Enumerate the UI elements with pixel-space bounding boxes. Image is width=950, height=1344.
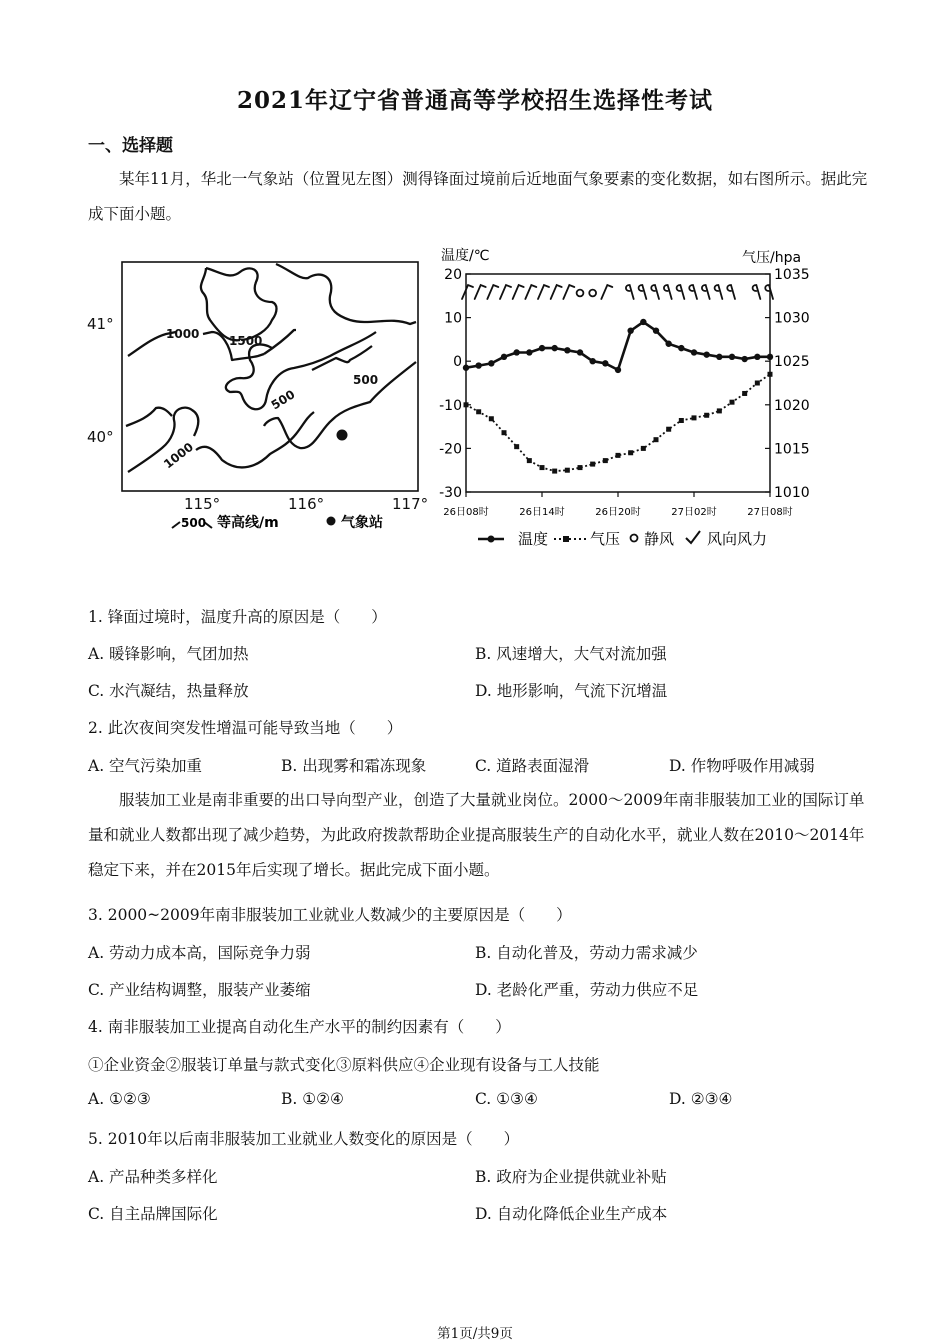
pressure-point <box>552 469 557 474</box>
q5-option-b[interactable]: B. 政府为企业提供就业补贴 <box>475 1168 667 1186</box>
left-tick-label: -30 <box>439 485 462 501</box>
x-tick-label: 26日14时 <box>519 507 565 518</box>
left-tick-label: 0 <box>453 354 462 371</box>
wind-barb-symbol <box>462 285 473 299</box>
pressure-point <box>692 415 697 420</box>
temperature-point <box>665 341 671 347</box>
left-tick-label: -10 <box>439 397 462 414</box>
topographic-map <box>80 250 430 540</box>
q1-option-a[interactable]: A. 暖锋影响，气团加热 <box>88 645 249 663</box>
q1-option-d[interactable]: D. 地形影响，气流下沉增温 <box>475 682 668 700</box>
q2-option-c[interactable]: C. 道路表面湿滑 <box>475 757 590 775</box>
legend-wind-symbol <box>686 531 700 543</box>
wind-barb-symbol <box>727 285 735 299</box>
q3-option-c[interactable]: C. 产业结构调整，服装产业萎缩 <box>88 981 311 999</box>
legend-station-text: 气象站 <box>341 515 383 531</box>
q1-option-c[interactable]: C. 水汽凝结，热量释放 <box>88 682 249 700</box>
x-axis-ticks <box>443 492 792 518</box>
x-tick-label: 26日08时 <box>443 507 489 518</box>
legend-calm-label: 静风 <box>644 530 675 548</box>
lon-label-115: 115° <box>184 495 221 513</box>
temperature-point <box>602 360 608 366</box>
wind-symbol-row <box>462 285 773 299</box>
right-tick-label: 1030 <box>774 310 810 327</box>
q4-stem: 4. 南非服装加工业提高自动化生产水平的制约因素有（ ） <box>88 1018 511 1036</box>
contour-label-500-east: 500 <box>353 373 379 387</box>
legend-pressure-marker <box>563 536 569 542</box>
wind-barb-symbol <box>487 285 498 299</box>
temperature-point <box>513 349 519 355</box>
temperature-point <box>564 347 570 353</box>
chart-legend <box>478 530 767 548</box>
pressure-point <box>489 416 494 421</box>
pressure-point <box>616 453 621 458</box>
pressure-point <box>628 450 633 455</box>
right-tick-label: 1020 <box>774 397 810 414</box>
q2-option-d[interactable]: D. 作物呼吸作用减弱 <box>669 757 815 775</box>
q3-option-a[interactable]: A. 劳动力成本高，国际竞争力弱 <box>88 944 311 962</box>
wind-barb-symbol <box>702 285 710 299</box>
temperature-series <box>463 319 773 373</box>
lat-label-41: 41° <box>87 315 114 333</box>
q4-option-a[interactable]: A. ①②③ <box>88 1090 151 1108</box>
page-title: 2021年辽宁省普通高等学校招生选择性考试 <box>236 87 713 114</box>
wind-barb-symbol <box>475 285 486 299</box>
temperature-point <box>615 367 621 373</box>
temperature-point <box>691 349 697 355</box>
q3-stem: 3. 2000~2009年南非服装加工业就业人数减少的主要原因是（ ） <box>88 906 572 924</box>
contour-label-1000-north: 1000 <box>166 327 200 341</box>
legend-station-dot <box>327 517 336 526</box>
intro-paragraph-1: 某年11月，华北一气象站（位置见左图）测得锋面过境前后近地面气象要素的变化数据，如右图所示。据此完成下面小题。 <box>88 170 868 223</box>
left-axis-label: 温度/℃ <box>441 248 490 264</box>
wind-barb-symbol <box>677 285 685 299</box>
temperature-point <box>767 354 773 360</box>
temperature-point <box>640 319 646 325</box>
q2-stem: 2. 此次夜间突发性增温可能导致当地（ ） <box>88 719 403 737</box>
contour-label-500-center: 500 <box>268 387 298 413</box>
pressure-point <box>679 418 684 423</box>
pressure-point <box>590 462 595 467</box>
q3-option-d[interactable]: D. 老龄化严重，劳动力供应不足 <box>475 981 699 999</box>
q4-option-c[interactable]: C. ①③④ <box>475 1090 538 1108</box>
q4-items: ①企业资金②服装订单量与款式变化③原料供应④企业现有设备与工人技能 <box>88 1056 600 1074</box>
page-footer: 第1页/共9页 <box>437 1326 513 1342</box>
map-legend <box>172 514 383 531</box>
pressure-point <box>704 413 709 418</box>
pressure-point <box>641 446 646 451</box>
section-heading: 一、选择题 <box>88 136 173 156</box>
temperature-point <box>653 327 659 333</box>
q2-option-a[interactable]: A. 空气污染加重 <box>88 757 203 775</box>
calm-wind-symbol <box>589 290 596 297</box>
x-tick-label: 27日08时 <box>747 507 793 518</box>
lon-label-117: 117° <box>392 495 429 513</box>
wind-barb-symbol <box>664 285 672 299</box>
pressure-point <box>514 444 519 449</box>
right-tick-label: 1035 <box>774 267 810 283</box>
wind-barb-symbol <box>639 285 647 299</box>
legend-calm-symbol <box>631 535 638 542</box>
temperature-point <box>716 354 722 360</box>
temperature-point <box>678 345 684 351</box>
legend-contour-text: 等高线/m <box>217 515 279 531</box>
wind-barb-symbol <box>601 285 612 299</box>
legend-temp-marker <box>488 536 495 543</box>
left-tick-label: 20 <box>444 267 462 283</box>
q1-stem: 1. 锋面过境时，温度升高的原因是（ ） <box>88 608 387 626</box>
pressure-point <box>755 381 760 386</box>
q5-option-c[interactable]: C. 自主品牌国际化 <box>88 1205 218 1223</box>
pressure-point <box>540 465 545 470</box>
temperature-point <box>475 362 481 368</box>
legend-pressure-label: 气压 <box>590 530 621 548</box>
legend-contour-value: 500 <box>181 516 207 530</box>
temperature-point <box>741 356 747 362</box>
q5-stem: 5. 2010年以后南非服装加工业就业人数变化的原因是（ ） <box>88 1130 520 1148</box>
pressure-point <box>502 430 507 435</box>
right-tick-label: 1010 <box>774 485 810 501</box>
pressure-point <box>768 372 773 377</box>
right-tick-label: 1015 <box>774 441 810 458</box>
right-axis-label: 气压/hpa <box>742 250 802 266</box>
pressure-point <box>578 465 583 470</box>
pressure-point <box>742 391 747 396</box>
weather-chart <box>430 238 810 558</box>
pressure-point <box>730 400 735 405</box>
q5-option-d[interactable]: D. 自动化降低企业生产成本 <box>475 1205 668 1223</box>
q5-option-a[interactable]: A. 产品种类多样化 <box>88 1168 218 1186</box>
pressure-series <box>464 372 773 474</box>
lon-label-116: 116° <box>288 495 325 513</box>
temperature-point <box>551 345 557 351</box>
x-tick-label: 26日20时 <box>595 507 641 518</box>
legend-temp-label: 温度 <box>518 530 549 548</box>
pressure-point <box>476 409 481 414</box>
q3-option-b[interactable]: B. 自动化普及，劳动力需求减少 <box>475 944 698 962</box>
temperature-line <box>466 322 770 370</box>
pressure-point <box>654 437 659 442</box>
left-tick-label: -20 <box>439 441 462 458</box>
wind-barb-symbol <box>538 285 549 299</box>
wind-barb-symbol <box>651 285 659 299</box>
wind-barb-symbol <box>513 285 524 299</box>
wind-barb-symbol <box>626 285 634 299</box>
pressure-point <box>666 427 671 432</box>
q1-option-b[interactable]: B. 风速增大，大气对流加强 <box>475 645 667 663</box>
chart-plot-frame <box>466 274 770 492</box>
temperature-point <box>463 365 469 371</box>
wind-barb-symbol <box>689 285 697 299</box>
wind-barb-symbol <box>551 285 562 299</box>
temperature-point <box>526 349 532 355</box>
temperature-point <box>703 351 709 357</box>
right-tick-label: 1025 <box>774 354 810 371</box>
calm-wind-symbol <box>577 290 584 297</box>
lat-label-40: 40° <box>87 428 114 446</box>
pressure-point <box>717 408 722 413</box>
temperature-point <box>577 349 583 355</box>
temperature-point <box>729 354 735 360</box>
temperature-point <box>627 327 633 333</box>
pressure-point <box>565 468 570 473</box>
legend-wind-label: 风向风力 <box>707 530 768 548</box>
wind-barb-symbol <box>563 285 574 299</box>
contour-label-1000-south: 1000 <box>161 439 197 472</box>
q4-option-b[interactable]: B. ①②④ <box>281 1090 344 1108</box>
weather-station-dot <box>337 430 348 441</box>
pressure-point <box>527 458 532 463</box>
wind-barb-symbol <box>715 285 723 299</box>
wind-barb-symbol <box>500 285 511 299</box>
temperature-point <box>754 354 760 360</box>
intro-paragraph-2: 服装加工业是南非重要的出口导向型产业，创造了大量就业岗位。2000～2009年南非服装加工业的国际订单量和就业人数都出现了减少趋势，为此政府拨款帮助企业提高服装生产的自动化水平，就业人数在2010～2014年稳定下来，并在2015年后实现了增长。据此完成下面小题。 <box>88 791 865 879</box>
temperature-point <box>539 345 545 351</box>
pressure-point <box>464 402 469 407</box>
wind-barb-symbol <box>525 285 536 299</box>
right-axis-ticks <box>765 267 810 501</box>
q4-option-d[interactable]: D. ②③④ <box>669 1090 733 1108</box>
x-tick-label: 27日02时 <box>671 507 717 518</box>
temperature-point <box>488 360 494 366</box>
contour-lines <box>126 264 416 472</box>
pressure-point <box>603 458 608 463</box>
wind-barb-symbol <box>765 285 773 299</box>
temperature-point <box>501 354 507 360</box>
wind-barb-symbol <box>753 285 761 299</box>
left-tick-label: 10 <box>444 310 462 327</box>
q2-option-b[interactable]: B. 出现雾和霜冻现象 <box>281 757 427 775</box>
temperature-point <box>589 358 595 364</box>
contour-label-1500: 1500 <box>229 334 263 348</box>
